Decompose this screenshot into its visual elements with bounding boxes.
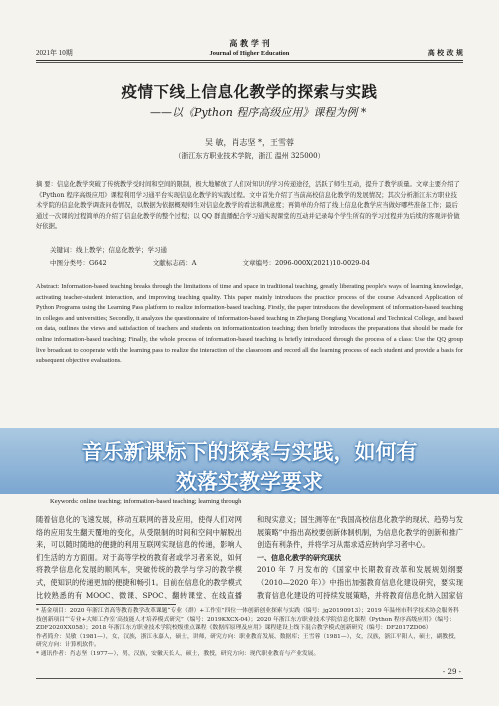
footnotes <box>36 607 463 658</box>
abstract-cn: 摘 要：信息化教学突破了传统教学受时间和空间的限制，极大地解放了人们对知识的学习传递途径，活跃了师生互动，提升了教学质量。文章主要介绍了《Python 程序高级应用》课程利用学习通平台实现信息化教学的实践过程。文中首先介绍了当前高校信息化教学的发展情况；其次分析浙江东方职业技术学院的信息化教学调查问卷情况，以数据为依据概观师生对信息化教学的看法和满意度；再简单的介绍了线上信息化教学应当做好哪些准备工作；最后通过一次课的过程简单的介绍了信息化教学的整个过程；以 QQ 群直播配合学习通实现课堂的互动并记录每个学生所有的学习过程并为后续的客观评价做好依据。 <box>36 181 460 231</box>
body-column-left <box>36 514 242 602</box>
article-number: 文章编号：2096-000X(2021)10-0029-04 <box>242 259 370 267</box>
header-rule-thin <box>36 62 463 63</box>
document-code: 文献标志码：A <box>152 259 197 267</box>
keywords-cn: 关键词：线上教学；信息化教学；学习通 <box>50 246 167 254</box>
author-bio-note: 作者简介：吴敏（1981—），女，汉族，浙江永嘉人，硕士，讲师，研究方向：职业教育发展、数据库；王雪蓉（1981—），女，汉族，浙江平阳人，硕士，副教授，研究方向：计算机软件。 <box>36 633 460 648</box>
journal-name-cn: 高 教 学 刊 <box>229 38 270 48</box>
header-rule <box>36 60 463 61</box>
keywords-en: Keywords: online teaching; information-based teaching; learning through <box>50 498 242 505</box>
author-list: 吴 敏，肖志坚 *，王雪蓉 <box>204 138 295 147</box>
class-number: 中图分类号：G642 <box>50 259 107 267</box>
body-paragraph-right-intro: 和现实意义；国生测等在“我国高校信息化教学的现状、趋势与发展策略”中指出高校要创新体制机制，为信息化教学的创新和推广创造有利条件，并将学习从需求适应转向学习者中心。 <box>257 515 463 550</box>
classification-line <box>50 258 460 267</box>
banner-headline-line2: 效落实教学要求 <box>176 470 323 494</box>
body-column-right <box>257 514 463 602</box>
section-label: 高 校 改 规 <box>427 48 463 57</box>
body-paragraph-left: 随着信息化的飞速发展，移动互联网的普及应用，使得人们对网络的应用发生翻天覆地的变化，从受限制的时间和空间中解脱出来，可以随时随地的便捷的利用互联网实现信息的传递，影响人们生活的方方面面。对于高等学校的教育者或学习者来说，如何将教学信息化发展的顺风车，突破传统的教学与学习的教学模式，使知识的传递更加的便捷和畅引1。目前在信息化的教学模式比较熟悉的有 MOOC、微课、SPOC、翻转课堂、在线直播 <box>36 515 242 600</box>
article-title: 疫情下线上信息化教学的探索与实践 <box>121 82 378 101</box>
fund-note: * 基金项目：2020 年浙江省高等教育教学改革课题“专业（群）+工作室”四位一体创新创业探索与实践（编号：jg20190913）；2019 年温州市科学技术协会服务科技创新项目“‘专业+大师工作室’高技能人才培养模式研究”（编号：2019KXCX-04）；2020 年浙江东方职业技术学院信息化课程《Python 程序高级应用》（编号：ZDF2020XX058）；2018 年浙江东方职业技术学院校级重点课程《数据库原理及应用》课程建设上线下混合教学模式创新研究（编号：DF2017ZD06） <box>36 608 459 631</box>
issue-date: 2021年 10期 <box>36 49 73 57</box>
journal-name-en: Journal of Higher Education <box>209 50 290 57</box>
banner-headline-line1: 音乐新课标下的探索与实践，如何有 <box>81 440 418 464</box>
abstract-en: Abstract: Information-based teaching breaks through the limitations of time and space in traditional teaching, greatly liberating people's ways of learning knowledge, activating teacher-student interaction, and improving teaching quality. This paper mainly introduces the practice process of the course Advanced Application of Python Programs using the Learning Pass platform to realize information-based teaching. Firstly, the paper introduces the development of information-based teaching in colleges and universities; Secondly, it analyzes the questionnaire of information-based teaching in Zhejiang Dongfang Vocational and Technical College, and based on data, outlines the views and satisfaction of teachers and students on informationization teaching; then briefly introduces the preparations that should be made for online information-based teaching; Finally, the whole process of information-based teaching is briefly introduced through the process of a class: Use the QQ group live broadcast to cooperate with the learning pass to realize the interaction of the classroom and record all the learning process of each student and provide a basis for subsequent objective evaluations. <box>36 283 463 365</box>
corresponding-author-note: * 通讯作者：肖志坚（1977—），男，汉族，安徽天长人，硕士，教授，研究方向：现代职业教育与产业发展。 <box>36 650 320 657</box>
affiliation: （浙江东方职业技术学院，浙江 温州 325000） <box>174 152 325 160</box>
section-heading: 一、信息化教学的研究现状 <box>257 553 341 562</box>
article-subtitle: ——以《Python 程序高级应用》课程为例 * <box>150 106 367 119</box>
body-paragraph-right: 2010 年 7 月发布的《国家中长期教育改革和发展规划纲要（2010—2020 年）》中指出加强教育信息化建设研究，要实现教育信息化建设的可持续发展策略，并将教育信息化纳入国家信 <box>257 565 463 600</box>
footer-rule <box>36 678 463 679</box>
page-number: - 29 - <box>442 668 461 676</box>
footnote-rule <box>36 604 176 605</box>
